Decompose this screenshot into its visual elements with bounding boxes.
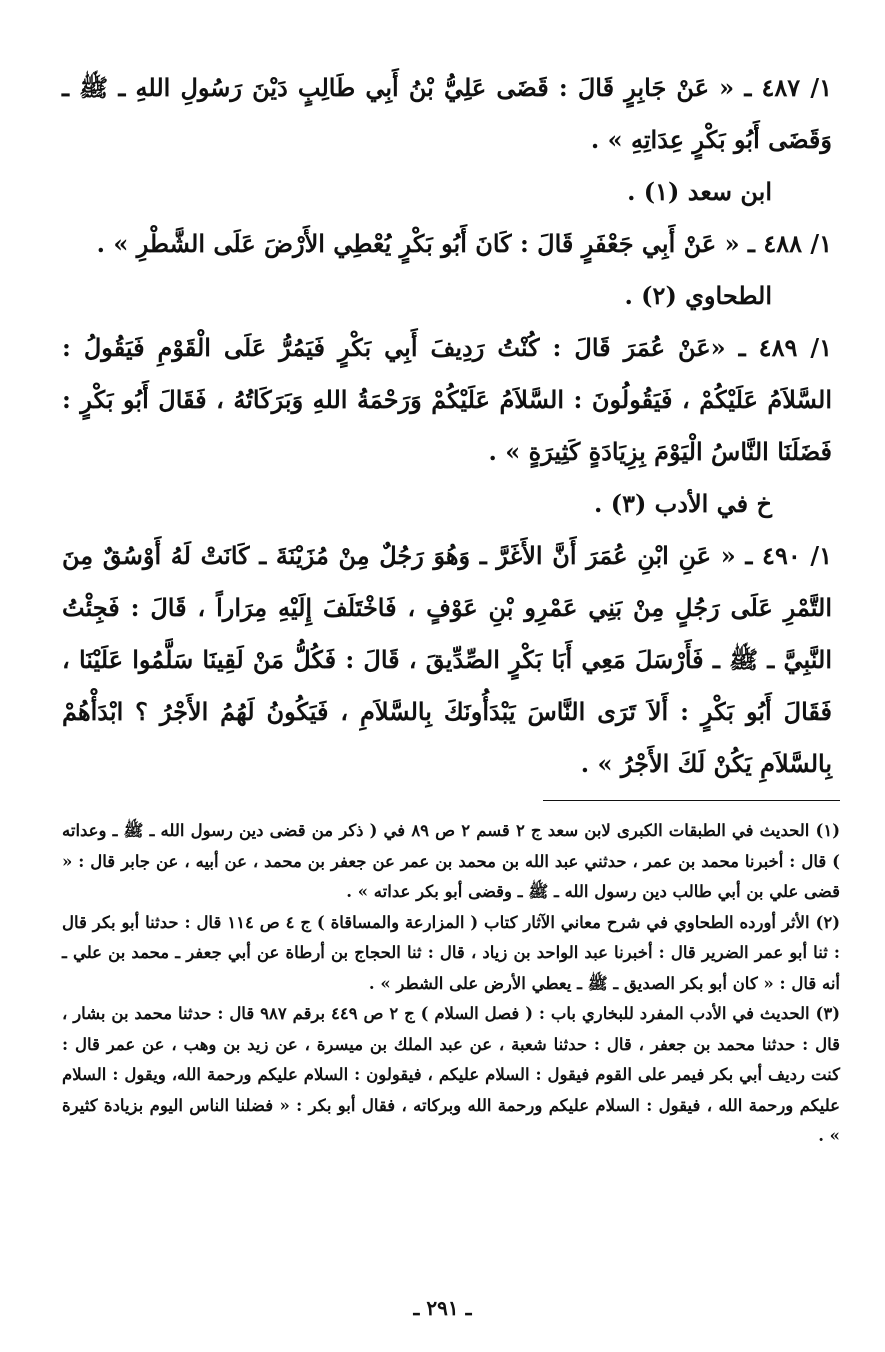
hadith-source: الطحاوي (٢) . bbox=[624, 281, 772, 310]
hadith-number: ١/ ٤٨٨ bbox=[763, 229, 832, 258]
hadith-text: ـ « عَنْ جَابِرٍ قَالَ : قَضَى عَلِيُّ بْنُ أَبِي طَالِبٍ دَيْنَ رَسُولِ اللهِ ـ ﷺ ـ وَقَضَى أَبُو بَكْرٍ عِدَاتِهِ » . bbox=[62, 73, 832, 154]
hadith-source: خ في الأدب (٣) . bbox=[594, 489, 772, 518]
hadith-text: ـ « عَنِ ابْنِ عُمَرَ أَنَّ الأَغَرَّ ـ وَهُوَ رَجُلٌ مِنْ مُزَيْنَةَ ـ كَانَتْ لَهُ أَوْسُقٌ مِنَ التَّمْرِ عَلَى رَجُلٍ مِنْ بَنِي عَمْرِو بْنِ عَوْفٍ ، فَاخْتَلَفَ إِلَيْهِ مِرَاراً ، قَالَ : فَجِئْتُ النَّبِيَّ ـ ﷺ ـ فَأَرْسَلَ مَعِي أَبَا بَكْرٍ الصِّدِّيقَ ، قَالَ : فَكُلُّ مَنْ لَقِينَا سَلَّمُوا عَلَيْنَا ، فَقَالَ أَبُو بَكْرٍ : أَلاَ تَرَى النَّاسَ يَبْدَأُونَكَ بِالسَّلاَمِ ، فَيَكُونُ لَهُمُ الأَجْرُ ؟ ابْدَأْهُمْ بِالسَّلاَمِ يَكُنْ لَكَ الأَجْرُ » . bbox=[62, 541, 833, 778]
page-number: ـ ٢٩١ ـ bbox=[413, 1296, 472, 1320]
hadith-number: ١/ ٤٨٩ bbox=[758, 333, 832, 362]
hadith-490 bbox=[62, 530, 832, 790]
hadith-488 bbox=[62, 218, 832, 270]
footnote-3: (٣) الحديث في الأدب المفرد للبخاري باب : ( فصل السلام ) ج ٢ ص ٤٤٩ برقم ٩٨٧ قال : حدثنا محمد بن بشار ، قال : حدثنا محمد بن جعفر ، قال : حدثنا شعبة ، عن عبد الملك بن ميسرة ، عن زيد بن وهب ، عن عمر قال : كنت رديف أبي بكر فيمر على القوم فيقول : السلام عليكم ، فيقولون : السلام عليكم ورحمة الله، ويقول : السلام عليكم ورحمة الله ، فيقول : السلام عليكم ورحمة الله وبركاته ، فقال أبو بكر : « فضلنا الناس اليوم بزيادة كثيرة » . bbox=[62, 1004, 841, 1145]
hadith-text: ـ «عَنْ عُمَرَ قَالَ : كُنْتُ رَدِيفَ أَبِي بَكْرٍ فَيَمُرُّ عَلَى الْقَوْمِ فَيَقُولُ : السَّلاَمُ عَلَيْكُمْ ، فَيَقُولُونَ : السَّلاَمُ عَلَيْكُمْ وَرَحْمَةُ اللهِ وَبَرَكَاتُهُ ، فَقَالَ أَبُو بَكْرٍ : فَضَلَنَا النَّاسُ الْيَوْمَ بِزِيَادَةٍ كَثِيرَةٍ » . bbox=[62, 333, 832, 466]
footnote-divider bbox=[543, 800, 840, 801]
footnote-1: (١) الحديث في الطبقات الكبرى لابن سعد ج ٢ قسم ٢ ص ٨٩ في ( ذكر من قضى دين رسول الله ـ ﷺ ـ وعداته ) قال : أخبرنا محمد بن عمر ، حدثني عبد الله بن محمد بن عمر عن جعفر بن محمد ، عن أبيه ، عن جابر قال : « قضى علي بن أبي طالب دين رسول الله ـ ﷺ ـ وقضى أبو بكر عداته » . bbox=[62, 821, 841, 901]
hadith-text: ـ « عَنْ أَبِي جَعْفَرٍ قَالَ : كَانَ أَبُو بَكْرٍ يُعْطِي الأَرْضَ عَلَى الشَّطْرِ » . bbox=[96, 229, 755, 258]
hadith-489 bbox=[62, 322, 832, 478]
hadith-source: ابن سعد (١) . bbox=[627, 177, 772, 206]
hadith-487 bbox=[62, 62, 832, 166]
hadith-number: ١/ ٤٨٧ bbox=[761, 73, 832, 102]
footnote-2: (٢) الأثر أورده الطحاوي في شرح معاني الآثار كتاب ( المزارعة والمساقاة ) ج ٤ ص ١١٤ قال : حدثنا أبو بكر قال : ثنا أبو عمر الضرير قال : أخبرنا عبد الواحد بن زياد ، قال : ثنا الحجاج بن أرطاة عن أبي جعفر ـ محمد بن علي ـ أنه قال : « كان أبو بكر الصديق ـ ﷺ ـ يعطي الأرض على الشطر » . bbox=[62, 912, 840, 993]
main-text bbox=[62, 62, 832, 790]
hadith-number: ١/ ٤٩٠ bbox=[762, 541, 833, 570]
footnotes bbox=[62, 816, 840, 1152]
